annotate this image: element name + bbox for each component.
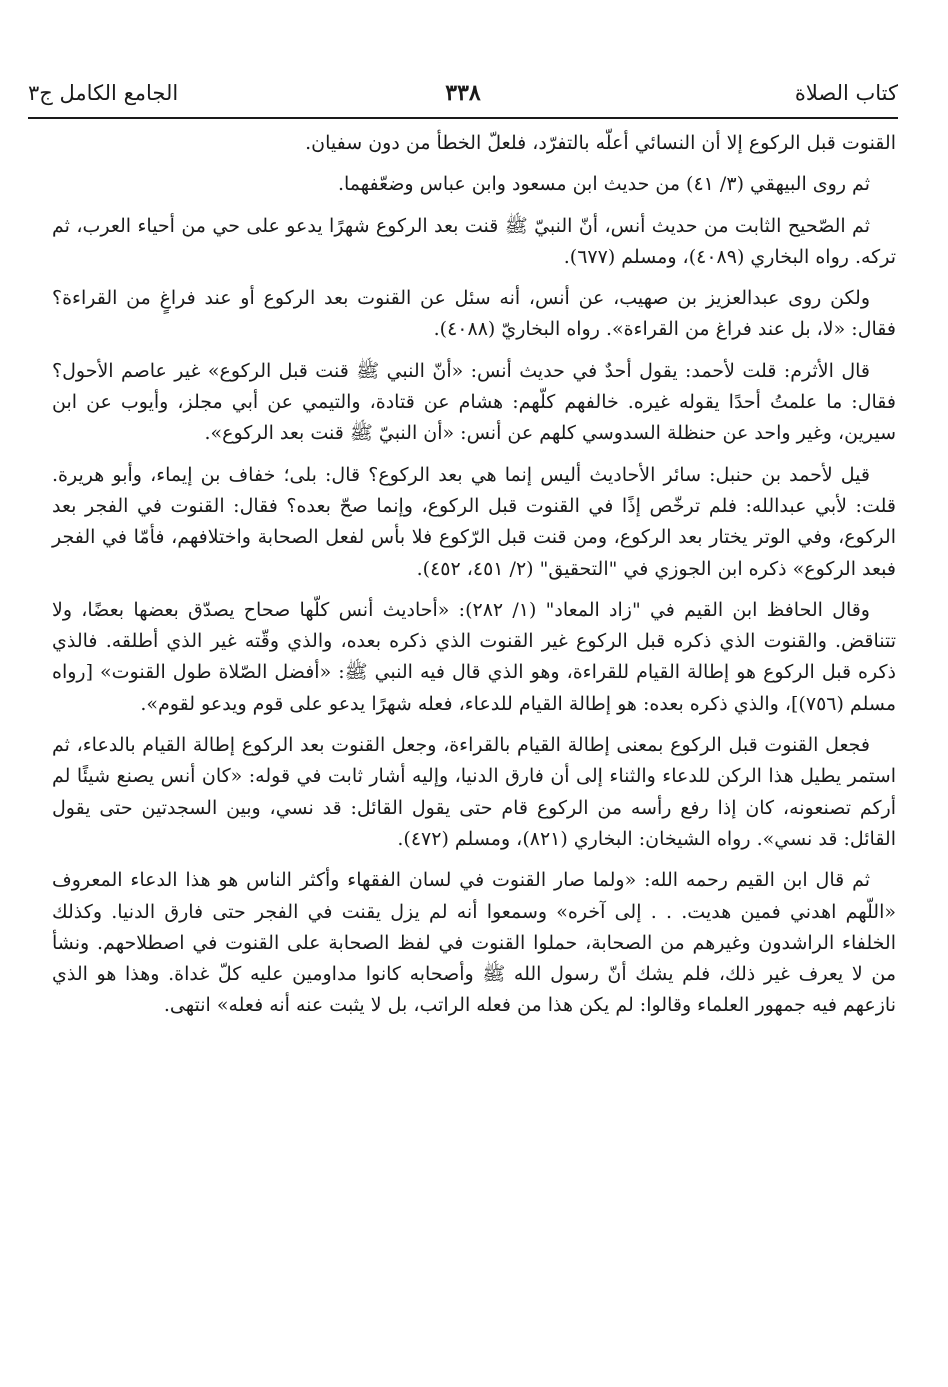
paragraph: فجعل القنوت قبل الركوع بمعنى إطالة القيام بالقراءة، وجعل القنوت بعد الركوع إطالة القيام بالدعاء، ثم استمر يطيل هذا الركن للدعاء والثناء إلى أن فارق الدنيا، وإليه أشار ثابت في قوله: «كان أنس يصنع شيئًا لم أركم تصنعونه، كان إذا رفع رأسه من الركوع قام حتى يقول القائل: قد نسي، وبين السجدتين حتى يقول القائل: قد نسي». رواه الشيخان: البخاري (٨٢١)، ومسلم (٤٧٢). [52,734,896,850]
paragraph: وقال الحافظ ابن القيم في "زاد المعاد" (١/ ٢٨٢): «أحاديث أنس كلّها صحاح يصدّق بعضها بعضًا، ولا تتناقض. والقنوت الذي ذكره قبل الركوع غير القنوت الذي ذكره بعده، والذي وقّته غير الذي أطلقه. فالذي ذكره قبل الركوع هو إطالة القيام للقراءة، وهو الذي قال فيه النبي ﷺ: «أفضل الصّلاة طول القنوت» [رواه مسلم (٧٥٦)]، والذي ذكره بعده: هو إطالة القيام للدعاء، فعله شهرًا يدعو على قوم ويدعو لقوم». [52,598,896,715]
paragraph: ثم قال ابن القيم رحمه الله: «ولما صار القنوت في لسان الفقهاء وأكثر الناس هو هذا الدعاء المعروف «اللّهم اهدني فمين هديت. . . إلى آخره» وسمعوا أنه لم يزل يقنت في الفجر حتى فارق الدنيا. وكذلك الخلفاء الراشدون وغيرهم من الصحابة، حملوا القنوت في لفظ الصحابة على القنوت في اصطلاحهم. ونشأ من لا يعرف غير ذلك، فلم يشك أنّ رسول الله ﷺ وأصحابه كانوا مداومين عليه كلّ غداة. وهذا هو الذي نازعهم فيه جمهور العلماء وقالوا: لم يكن هذا من فعله الراتب، بل لا يثبت عنه أنه فعله» انتهى. [52,869,897,1017]
paragraph: ثم روى البيهقي (٣/ ٤١) من حديث ابن مسعود وابن عباس وضعّفهما. [337,173,870,196]
book-title: الجامع الكامل ج٣ [28,81,179,105]
chapter-title: كتاب الصلاة [794,81,898,105]
running-header [28,72,898,114]
paragraph: ثم الصّحيح الثابت من حديث أنس، أنّ النبيّ ﷺ قنت بعد الركوع شهرًا يدعو على حي من أحياء العرب، ثم تركه. رواه البخاري (٤٠٨٩)، ومسلم (٦٧٧). [52,214,896,268]
paragraph: قال الأثرم: قلت لأحمد: يقول أحدٌ في حديث أنس: «أنّ النبي ﷺ قنت قبل الركوع» غير عاصم الأحول؟ فقال: ما علمتُ أحدًا يقوله غيره. خالفهم كلّهم: هشام عن قتادة، والتيمي عن أبي مجلز، وأيوب عن ابن سيرين، وغير واحد عن حنظلة السدوسي كلهم عن أنس: «أن النبيّ ﷺ قنت بعد الركوع». [52,359,896,445]
page-body [52,128,896,1032]
paragraph: قيل لأحمد بن حنبل: سائر الأحاديث أليس إنما هي بعد الركوع؟ قال: بلى؛ خفاف بن إيماء، وأبو هريرة. قلت: لأبي عبدالله: فلم ترخّص إذًا في القنوت قبل الركوع، وإنما صحّ بعده؟ فقال: القنوت في الفجر بعد الركوع، وفي الوتر يختار بعد الركوع، ومن قنت قبل الرّكوع فلا بأس لفعل الصحابة واختلافهم، فأمّا في الفجر فبعد الركوع» ذكره ابن الجوزي في "التحقيق" (٢/ ٤٥١، ٤٥٢). [52,463,896,580]
paragraph: القنوت قبل الركوع إلا أن النسائي أعلّه بالتفرّد، فلعلّ الخطأ من دون سفيان. [305,132,896,154]
paragraph: ولكن روى عبدالعزيز بن صهيب، عن أنس، أنه سئل عن القنوت بعد الركوع أو عند فراغٍ من القراءة؟ فقال: «لا، بل عند فراغ من القراءة». رواه البخاريّ (٤٠٨٨). [52,287,896,341]
page-number: ٣٣٨ [445,80,481,106]
header-rule [28,117,898,119]
